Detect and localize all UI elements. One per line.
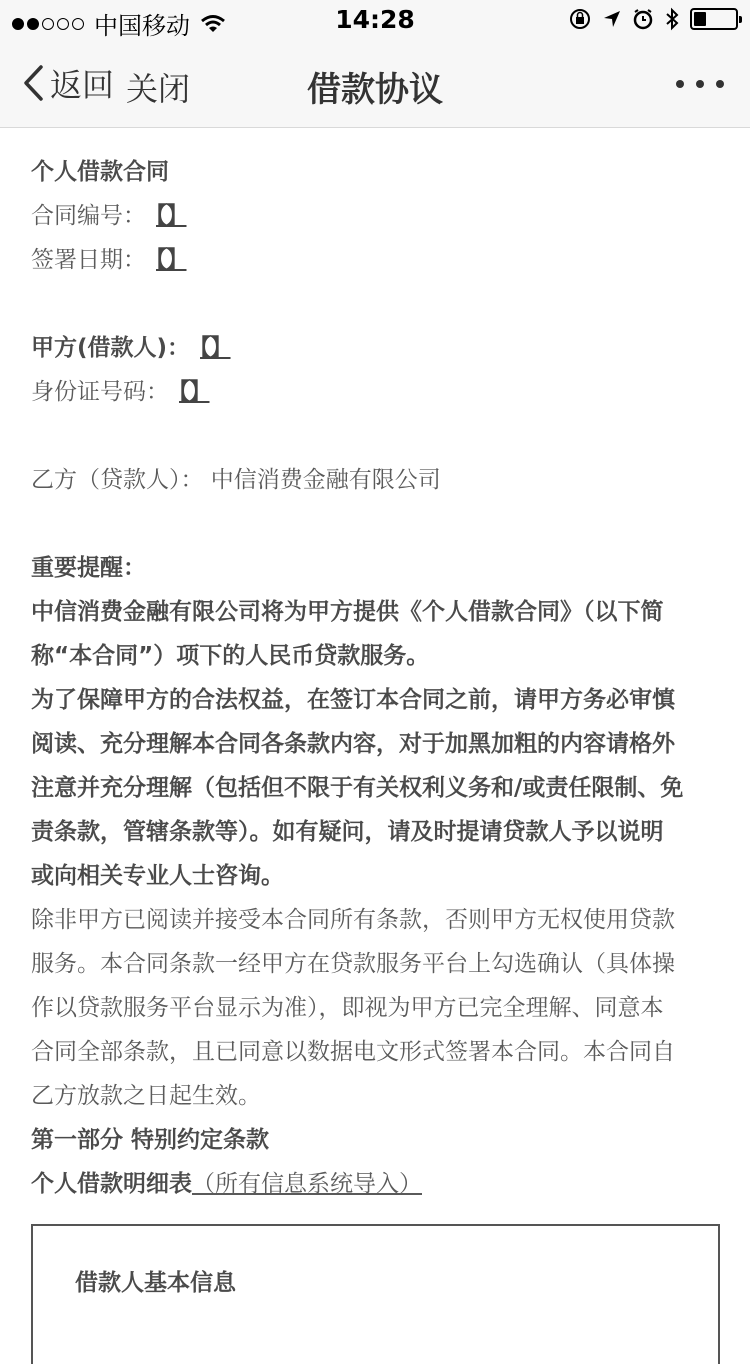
id-number-blank: 【】 [179,379,210,405]
contract-number-label: 合同编号： [31,203,146,229]
close-button[interactable]: 关闭 [126,70,191,108]
reminder-text-line: 责条款，管辖条款等）。如有疑问，请及时提请贷款人予以说明 [31,819,664,845]
borrower-info-table [31,1224,720,1364]
terms-text-line: 除非甲方已阅读并接受本合同所有条款，否则甲方无权使用贷款 [31,907,675,933]
carrier-name: 中国移动 [94,12,190,40]
more-options-button[interactable] [676,80,724,88]
contract-title: 个人借款合同 [31,159,169,185]
contract-number-row [31,194,721,238]
loan-schedule-row [31,1162,721,1206]
terms-text-line: 作以贷款服务平台显示为准），即视为甲方已完全理解、同意本 [31,995,664,1021]
contract-document [31,150,721,1206]
more-dot-icon [676,80,684,88]
more-dot-icon [696,80,704,88]
reminder-text-line: 或向相关专业人士咨询。 [31,863,284,889]
reminder-text-line: 中信消费金融有限公司将为甲方提供《个人借款合同》（以下简 [31,599,664,625]
part-one-heading: 第一部分 特别约定条款 [31,1127,270,1153]
contract-number-blank: 【】 [156,203,187,229]
id-number-row [31,370,721,414]
terms-text-line: 服务。本合同条款一经甲方在贷款服务平台上勾选确认（具体操 [31,951,675,977]
reminder-text-line: 注意并充分理解（包括但不限于有关权利义务和/或责任限制、免 [31,775,684,801]
sign-date-label: 签署日期： [31,247,146,273]
party-a-label: 甲方(借款人)： [31,335,191,361]
reminder-text-line: 为了保障甲方的合法权益，在签订本合同之前，请甲方务必审慎 [31,687,675,713]
reminder-text-line: 称“本合同”）项下的人民币贷款服务。 [31,643,430,669]
bluetooth-icon [664,7,680,31]
more-dot-icon [716,80,724,88]
clock: 14:28 [335,5,415,34]
terms-text-line: 乙方放款之日起生效。 [31,1083,261,1109]
page-title: 借款协议 [307,70,443,110]
location-arrow-icon [602,9,622,29]
loan-schedule-label: 个人借款明细表 [31,1171,192,1197]
navigation-bar [0,40,750,128]
party-b-row: 乙方（贷款人）： 中信消费金融有限公司 [31,467,441,493]
status-bar [0,0,750,40]
sign-date-row [31,238,721,282]
id-number-label: 身份证号码： [31,379,169,405]
battery-icon [690,8,738,30]
party-a-row [31,326,721,370]
reminder-text-line: 阅读、充分理解本合同各条款内容，对于加黑加粗的内容请格外 [31,731,675,757]
terms-text-line: 合同全部条款，且已同意以数据电文形式签署本合同。本合同自 [31,1039,675,1065]
back-label: 返回 [50,66,115,104]
borrower-info-title: 借款人基本信息 [75,1270,236,1296]
reminder-heading: 重要提醒： [31,555,146,581]
alarm-icon [632,8,654,30]
sign-date-blank: 【】 [156,247,187,273]
loan-schedule-note: （所有信息系统导入） [192,1171,422,1197]
orientation-lock-icon [568,7,592,31]
party-a-blank: 【】 [200,335,231,361]
